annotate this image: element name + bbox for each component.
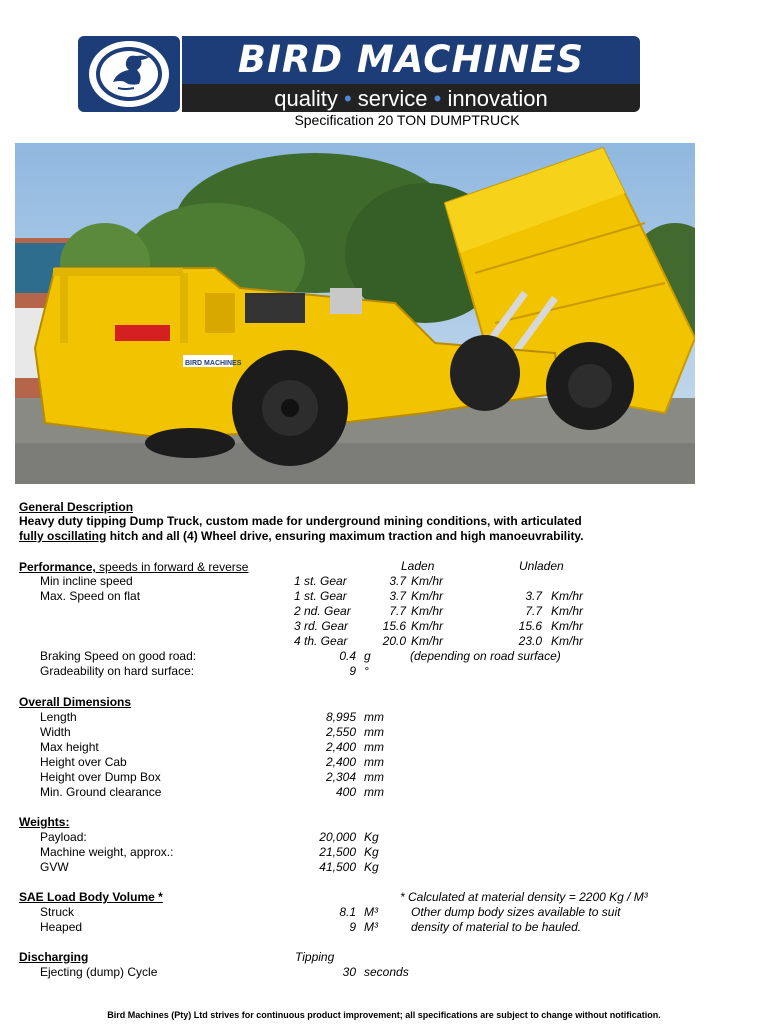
weight-unit: Kg: [364, 860, 379, 874]
weight-value: 21,500: [319, 845, 356, 859]
dimension-label: Height over Cab: [40, 755, 127, 769]
dimension-unit: mm: [364, 770, 384, 784]
max-speed-label: Max. Speed on flat: [40, 589, 141, 603]
cycle-value: 30: [342, 965, 356, 979]
gear-label: 1 st. Gear: [294, 589, 347, 603]
dimension-value: 8,995: [325, 710, 356, 724]
performance-heading: Performance, speeds in forward & reverse: [19, 560, 249, 574]
brand-name: BIRD MACHINES: [237, 38, 585, 81]
tagline-quality: quality: [274, 86, 338, 111]
weight-value: 41,500: [319, 860, 356, 874]
spec-title: Specification 20 TON DUMPTRUCK: [294, 112, 520, 128]
sae-unit: M³: [364, 920, 378, 934]
laden-column-header: Laden: [401, 559, 435, 573]
general-line-1: Heavy duty tipping Dump Truck, custom made for underground mining conditions, with articulated: [19, 514, 582, 528]
general-line-2-rest: hitch and all (4) Wheel drive, ensuring maximum traction and high manoeuvrability.: [106, 529, 584, 543]
gradeability-label: Gradeability on hard surface:: [40, 664, 195, 678]
min-incline-label: Min incline speed: [40, 574, 133, 588]
dimension-value: 2,400: [325, 740, 356, 754]
speed-unit: Km/hr: [551, 604, 584, 618]
tagline-service: service: [357, 86, 428, 111]
speed-unit: Km/hr: [551, 589, 584, 603]
discharging-method: Tipping: [295, 950, 335, 964]
sae-value: 9: [349, 920, 356, 934]
speed-unit: Km/hr: [551, 634, 584, 648]
speed-unit: Km/hr: [551, 619, 584, 633]
speed-unit: Km/hr: [411, 619, 444, 633]
dimension-unit: mm: [364, 710, 384, 724]
weight-label: Payload:: [40, 830, 87, 844]
dimension-value: 400: [335, 785, 356, 799]
dimension-value: 2,550: [325, 725, 356, 739]
weight-unit: Kg: [364, 830, 379, 844]
gear-label: 3 rd. Gear: [294, 619, 349, 633]
dump-truck-photo: [15, 143, 695, 484]
gear-unladen-speed: 23.0: [518, 634, 542, 648]
weight-value: 20,000: [319, 830, 356, 844]
sae-label: Heaped: [40, 920, 83, 934]
underlined-phrase: fully oscillating: [19, 529, 107, 543]
gradeability-unit: °: [364, 664, 369, 678]
bird-emblem-icon: [78, 36, 180, 112]
gear-label: 2 nd. Gear: [294, 604, 351, 618]
gear-label: 4 th. Gear: [294, 634, 348, 648]
min-incline-gear: 1 st. Gear: [294, 574, 347, 588]
weights-heading: Weights:: [19, 815, 70, 829]
braking-label: Braking Speed on good road:: [40, 649, 197, 663]
cycle-unit: seconds: [364, 965, 409, 979]
weight-label: GVW: [40, 860, 69, 874]
dimension-label: Min. Ground clearance: [40, 785, 162, 799]
sae-heading: SAE Load Body Volume *: [19, 890, 163, 904]
gear-unladen-speed: 15.6: [518, 619, 542, 633]
sae-note-3: density of material to be hauled.: [411, 920, 582, 934]
sae-note-2: Other dump body sizes available to suit: [411, 905, 621, 919]
dimension-unit: mm: [364, 785, 384, 799]
truck-decal: BIRD MACHINES: [185, 360, 242, 367]
company-logo: [78, 36, 640, 112]
gear-laden-speed: 15.6: [382, 619, 406, 633]
unladen-column-header: Unladen: [519, 559, 564, 573]
sae-unit: M³: [364, 905, 378, 919]
discharging-heading: Discharging: [19, 950, 89, 964]
general-heading: General Description: [19, 500, 134, 514]
gear-laden-speed: 7.7: [389, 604, 406, 618]
weight-label: Machine weight, approx.:: [40, 845, 174, 859]
brand-tagline: quality • service • innovation: [274, 86, 548, 111]
speed-unit: Km/hr: [411, 589, 444, 603]
dimensions-heading: Overall Dimensions: [19, 695, 132, 709]
gradeability-value: 9: [349, 664, 356, 678]
dimension-label: Height over Dump Box: [40, 770, 161, 784]
speed-unit: Km/hr: [411, 634, 444, 648]
cycle-label: Ejecting (dump) Cycle: [40, 965, 158, 979]
gear-laden-speed: 3.7: [389, 589, 406, 603]
dimension-label: Max height: [40, 740, 99, 754]
sae-label: Struck: [40, 905, 75, 919]
braking-note: (depending on road surface): [410, 649, 561, 663]
braking-value: 0.4: [339, 649, 356, 663]
dimension-unit: mm: [364, 725, 384, 739]
gear-unladen-speed: 3.7: [525, 589, 542, 603]
min-incline-laden: 3.7: [389, 574, 406, 588]
dimension-value: 2,304: [325, 770, 356, 784]
footer-disclaimer: Bird Machines (Pty) Ltd strives for continuous product improvement; all specifications are subject to change without notification.: [107, 1010, 661, 1020]
gear-laden-speed: 20.0: [382, 634, 406, 648]
speed-unit: Km/hr: [411, 604, 444, 618]
dimension-value: 2,400: [325, 755, 356, 769]
general-line-2: [19, 529, 584, 544]
sae-note-1: * Calculated at material density = 2200 Kg / M³: [400, 890, 648, 904]
sae-value: 8.1: [339, 905, 356, 919]
tagline-innovation: innovation: [447, 86, 548, 111]
gear-unladen-speed: 7.7: [525, 604, 542, 618]
dimension-label: Length: [40, 710, 77, 724]
speed-unit: Km/hr: [411, 574, 444, 588]
dimension-label: Width: [40, 725, 71, 739]
dimension-unit: mm: [364, 755, 384, 769]
braking-unit: g: [364, 649, 371, 663]
dimension-unit: mm: [364, 740, 384, 754]
weight-unit: Kg: [364, 845, 379, 859]
